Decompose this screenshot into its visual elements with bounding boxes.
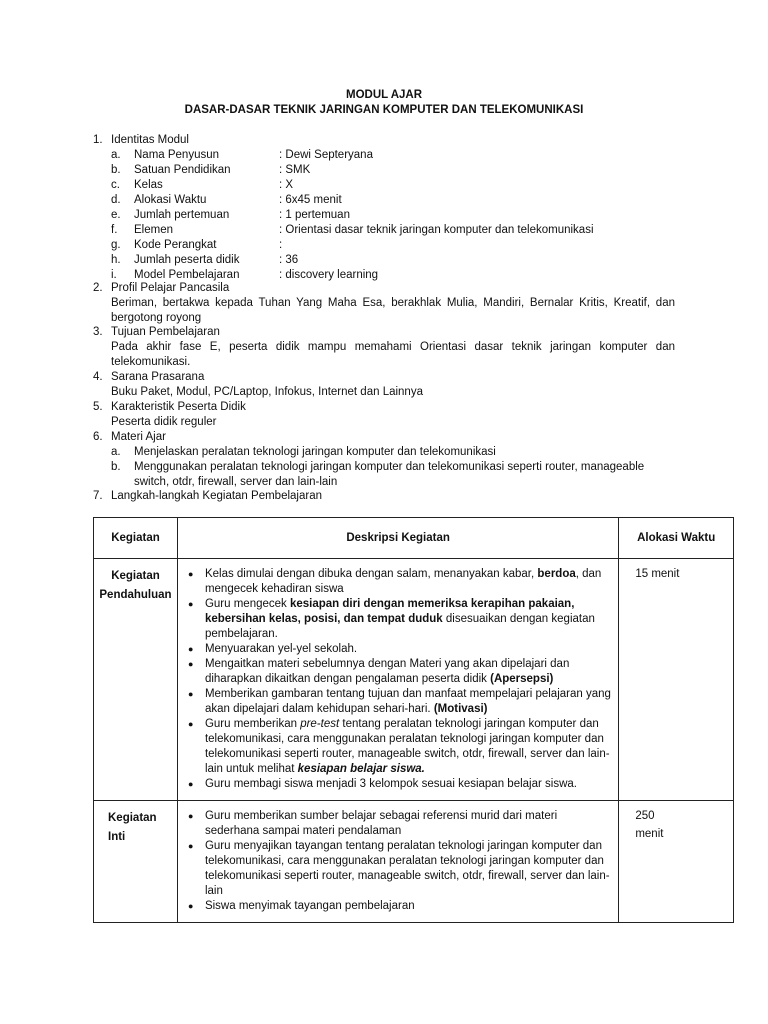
item-letter: f.: [111, 224, 118, 236]
item-label: Model Pembelajaran: [134, 269, 240, 281]
list-item: [184, 839, 612, 899]
section-title: Sarana Prasarana: [111, 371, 205, 383]
section-title: Profil Pelajar Pancasila: [111, 282, 230, 294]
item-letter: a.: [111, 446, 121, 458]
item-value: : X: [279, 179, 294, 191]
list-item: [184, 687, 612, 717]
section-number: 2.: [93, 282, 103, 294]
activity-name: Pendahuluan: [99, 589, 172, 601]
item-text: Memberikan gambaran tentang tujuan dan manfaat mempelajari pelajaran yang akan dipelajari dalam kehidupan sehari-hari.: [204, 688, 611, 715]
activity-time: 15 menit: [635, 568, 680, 580]
tujuan-text-line: telekomunikasi.: [111, 356, 191, 368]
list-item: [184, 657, 612, 687]
item-value: : discovery learning: [279, 269, 379, 281]
table-row-inti: [94, 801, 734, 923]
bullet-icon: ●: [187, 659, 194, 669]
item-value: :: [279, 239, 283, 251]
item-value: : 36: [279, 254, 299, 266]
column-header: Deskripsi Kegiatan: [177, 518, 618, 559]
list-item: [184, 899, 612, 914]
profil-text-line: Beriman, bertakwa kepada Tuhan Yang Maha Esa, berakhlak Mulia, Mandiri, Bernalar Kritis, Kreatif, dan: [111, 297, 675, 309]
activity-time-cell: [619, 559, 734, 801]
materi-item-continuation: [93, 475, 675, 490]
bullet-icon: ●: [187, 569, 194, 579]
list-item: [184, 777, 612, 792]
activity-name-cell: [94, 559, 178, 801]
activity-name: Inti: [108, 831, 126, 843]
item-value: : Orientasi dasar teknik jaringan komputer dan telekomunikasi: [279, 224, 594, 236]
item-label: Elemen: [134, 224, 173, 236]
item-label: Jumlah pertemuan: [134, 209, 230, 221]
item-letter: a.: [111, 149, 121, 161]
item-letter: d.: [111, 194, 121, 206]
item-label: Jumlah peserta didik: [134, 254, 240, 266]
section-title: Langkah-langkah Kegiatan Pembelajaran: [111, 490, 322, 502]
item-letter: h.: [111, 254, 121, 266]
item-letter: b.: [111, 461, 121, 473]
item-text: disesuaikan dengan kegiatan pembelajaran.: [204, 613, 595, 640]
identitas-row: [93, 178, 675, 193]
item-bold-text: kesiapan diri dengan memeriksa kerapihan pakaian, kebersihan kelas, posisi, dan tempat duduk: [204, 598, 575, 625]
item-text: Guru membagi siswa menjadi 3 kelompok sesuai kesiapan belajar siswa.: [204, 778, 577, 790]
list-item: [184, 597, 612, 642]
identitas-row: [93, 193, 675, 208]
item-text: Guru mengecek: [204, 598, 290, 610]
section-title: Materi Ajar: [111, 431, 166, 443]
activity-table: [93, 517, 734, 923]
profil-text-line: bergotong royong: [111, 312, 202, 324]
bullet-icon: ●: [187, 719, 194, 729]
bullet-icon: ●: [187, 644, 194, 654]
item-value: : 1 pertemuan: [279, 209, 350, 221]
activity-description-cell: [177, 801, 618, 923]
item-text: Siswa menyimak tayangan pembelajaran: [204, 900, 415, 912]
karakteristik-text: Peserta didik reguler: [111, 416, 217, 428]
materi-item: [93, 445, 675, 460]
item-text: Guru menyajikan tayangan tentang peralatan teknologi jaringan komputer dan telekomunikasi, cara menggunakan peralatan teknologi jaringan komputer dan telekomunikasi seperti router, manageable switch, otdr, firewall, server dan lain-lain: [204, 840, 610, 897]
document-title: MODUL AJAR: [345, 89, 423, 101]
identitas-row: [93, 163, 675, 178]
item-letter: e.: [111, 209, 121, 221]
bullet-icon: ●: [187, 689, 194, 699]
section-title: Identitas Modul: [111, 134, 189, 146]
activity-time: 250: [635, 810, 655, 822]
table-row-pendahuluan: [94, 559, 734, 801]
item-label: Satuan Pendidikan: [134, 164, 231, 176]
bullet-icon: ●: [187, 779, 194, 789]
item-bold-text: berdoa: [537, 568, 576, 580]
bullet-icon: ●: [187, 841, 194, 851]
item-value: : SMK: [279, 164, 311, 176]
materi-item: [93, 460, 675, 475]
item-letter: c.: [111, 179, 120, 191]
item-label: Kelas: [134, 179, 163, 191]
item-value: : 6x45 menit: [279, 194, 342, 206]
table-header-row: [94, 518, 734, 559]
list-item: [184, 642, 612, 657]
section-number: 5.: [93, 401, 103, 413]
item-text: tentang peralatan teknologi jaringan komputer dan telekomunikasi, cara menggunakan peralatan teknologi jaringan komputer dan telekomunikasi seperti router, manageable switch, otdr, firewall, server dan lain-lain untuk melihat: [204, 718, 610, 775]
bullet-icon: ●: [187, 901, 194, 911]
sarana-text: Buku Paket, Modul, PC/Laptop, Infokus, Internet dan Lainnya: [111, 386, 423, 398]
section-number: 7.: [93, 490, 103, 502]
identitas-row: [93, 208, 675, 223]
section-number: 6.: [93, 431, 103, 443]
identitas-row: [93, 238, 675, 253]
activity-time-cell: [619, 801, 734, 923]
item-label: Nama Penyusun: [134, 149, 220, 161]
section-title: Tujuan Pembelajaran: [111, 326, 220, 338]
item-bold-text: (Apersepsi): [490, 673, 554, 685]
section-number: 4.: [93, 371, 103, 383]
activity-name: Kegiatan: [108, 812, 157, 824]
identitas-row: [93, 223, 675, 238]
item-italic-text: pre-test: [300, 718, 340, 730]
list-item: [184, 809, 612, 839]
identitas-row: [93, 253, 675, 268]
section-number: 3.: [93, 326, 103, 338]
item-letter: g.: [111, 239, 121, 251]
activity-name-cell: [94, 801, 178, 923]
column-header: Alokasi Waktu: [619, 518, 734, 559]
list-item: [184, 717, 612, 777]
item-text: Guru memberikan sumber belajar sebagai referensi murid dari materi sederhana sampai materi pendalaman: [204, 810, 558, 837]
item-letter: b.: [111, 164, 121, 176]
identitas-row: [93, 148, 675, 163]
section-title: Karakteristik Peserta Didik: [111, 401, 246, 413]
column-header: Kegiatan: [94, 518, 178, 559]
item-bold-italic-text: kesiapan belajar siswa.: [297, 763, 425, 775]
item-text: Guru memberikan: [204, 718, 301, 730]
item-text: Kelas dimulai dengan dibuka dengan salam, menanyakan kabar,: [204, 568, 538, 580]
materi-text: switch, otdr, firewall, server dan lain-lain: [134, 476, 338, 488]
document-subtitle: DASAR-DASAR TEKNIK JARINGAN KOMPUTER DAN TELEKOMUNIKASI: [184, 104, 584, 116]
activity-time-unit: menit: [635, 828, 664, 840]
item-bold-text: (Motivasi): [433, 703, 488, 715]
activity-description-cell: [177, 559, 618, 801]
activity-name: Kegiatan: [111, 570, 160, 582]
materi-text: Menggunakan peralatan teknologi jaringan komputer dan telekomunikasi seperti router, manageable: [134, 461, 645, 473]
item-letter: i.: [111, 269, 117, 281]
tujuan-text-line: Pada akhir fase E, peserta didik mampu memahami Orientasi dasar teknik jaringan komputer dan: [111, 341, 675, 353]
item-value: : Dewi Septeryana: [279, 149, 373, 161]
bullet-icon: ●: [187, 599, 194, 609]
item-label: Alokasi Waktu: [134, 194, 207, 206]
item-text: , dan mengecek kehadiran siswa: [204, 568, 602, 595]
bullet-icon: ●: [187, 811, 194, 821]
item-label: Kode Perangkat: [134, 239, 217, 251]
section-number: 1.: [93, 134, 103, 146]
list-item: [184, 567, 612, 597]
item-text: Menyuarakan yel-yel sekolah.: [204, 643, 358, 655]
materi-text: Menjelaskan peralatan teknologi jaringan komputer dan telekomunikasi: [134, 446, 496, 458]
item-text: Mengaitkan materi sebelumnya dengan Materi yang akan dipelajari dan diharapkan dikaitkan dengan pengalaman peserta didik: [204, 658, 570, 685]
